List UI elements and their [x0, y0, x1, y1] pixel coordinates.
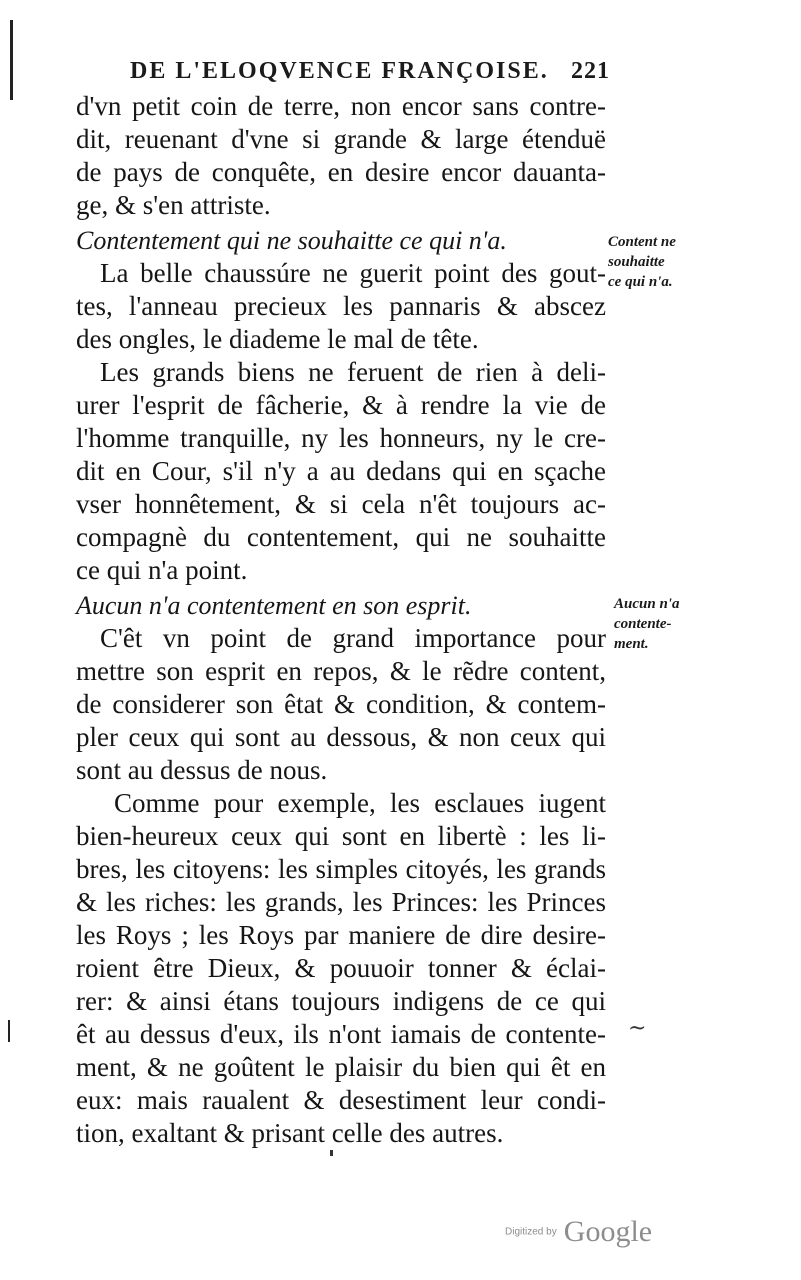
text-line: vser honnêtement, & si cela n'êt toujours ac- — [76, 489, 606, 519]
text-line: d'vn petit coin de terre, non encor sans contre- — [76, 91, 606, 121]
margin-note-line: contente- — [614, 616, 672, 632]
main-text — [76, 90, 606, 1150]
margin-note-line: souhaitte — [608, 254, 665, 270]
margin-flourish: ~ — [628, 1016, 647, 1041]
margin-note-line: ment. — [614, 636, 649, 652]
text-line: rer: & ainsi étans toujours indigens de ce qui — [76, 986, 606, 1016]
margin-note-aucun — [614, 594, 744, 654]
text-line: de considerer son êtat & condition, & contem- — [76, 689, 606, 719]
digitized-watermark — [505, 1215, 652, 1249]
text-line: de pays de conquête, en desire encor dauanta- — [76, 157, 606, 187]
text-line: les Roys ; les Roys par maniere de dire desire- — [76, 920, 606, 950]
text-line: l'homme tranquille, ny les honneurs, ny le cre- — [76, 423, 606, 453]
watermark-brand: Google — [563, 1215, 653, 1248]
text-line: La belle chaussúre ne guerit point des gout- — [100, 258, 606, 288]
text-line: ge, & s'en attriste. — [76, 190, 271, 220]
text-line: dit en Cour, s'il n'y a au dedans qui en sçache — [76, 456, 606, 486]
text-line: C'êt vn point de grand importance pour — [100, 623, 606, 653]
text-line: pler ceux qui sont au dessous, & non ceux qui — [76, 722, 606, 752]
text-line: urer l'esprit de fâcherie, & à rendre la vie de — [76, 390, 606, 420]
ink-speck — [330, 1150, 333, 1156]
running-title: DE L'ELOQVENCE FRANÇOISE. — [130, 58, 549, 84]
running-header — [130, 58, 610, 94]
watermark-prefix: Digitized by — [505, 1226, 557, 1238]
text-line: des ongles, le diademe le mal de tête. — [76, 324, 479, 354]
text-line: êt au dessus d'eux, ils n'ont iamais de contente- — [76, 1019, 606, 1049]
text-line: Comme pour exemple, les esclaues iugent — [114, 788, 606, 818]
text-line: sont au dessus de nous. — [76, 755, 328, 785]
text-line: roient être Dieux, & pouuoir tonner & éclai- — [76, 953, 606, 983]
page-number: 221 — [571, 58, 610, 84]
scan-edge-mark — [10, 20, 13, 100]
text-line: & les riches: les grands, les Princes: les Princes — [76, 887, 606, 917]
text-line: ment, & ne goûtent le plaisir du bien qui êt en — [76, 1052, 606, 1082]
text-line: compagnè du contentement, qui ne souhaitte — [76, 522, 606, 552]
margin-note-line: ce qui n'a. — [608, 274, 673, 290]
text-line: dit, reuenant d'vne si grande & large étenduë — [76, 124, 606, 154]
text-line: tes, l'anneau precieux les pannaris & abscez — [76, 291, 606, 321]
text-line: bien-heureux ceux qui sont en libertè : les li- — [76, 821, 606, 851]
text-line: bres, les citoyens: les simples citoyés, les grands — [76, 854, 606, 884]
margin-note-line: Aucun n'a — [614, 596, 680, 612]
text-line: ce qui n'a point. — [76, 555, 248, 585]
section-heading: Aucun n'a contentement en son esprit. — [76, 591, 472, 620]
section-heading: Contentement qui ne souhaitte ce qui n'a. — [76, 226, 507, 255]
margin-note-content — [608, 232, 738, 292]
scan-speck — [8, 1020, 10, 1042]
text-line: Les grands biens ne feruent de rien à deli- — [100, 357, 606, 387]
text-line: mettre son esprit en repos, & le rẽdre content, — [76, 656, 606, 686]
margin-note-line: Content ne — [608, 234, 676, 250]
text-line: tion, exaltant & prisant celle des autres. — [76, 1118, 504, 1148]
text-line: eux: mais raualent & desestiment leur condi- — [76, 1085, 606, 1115]
